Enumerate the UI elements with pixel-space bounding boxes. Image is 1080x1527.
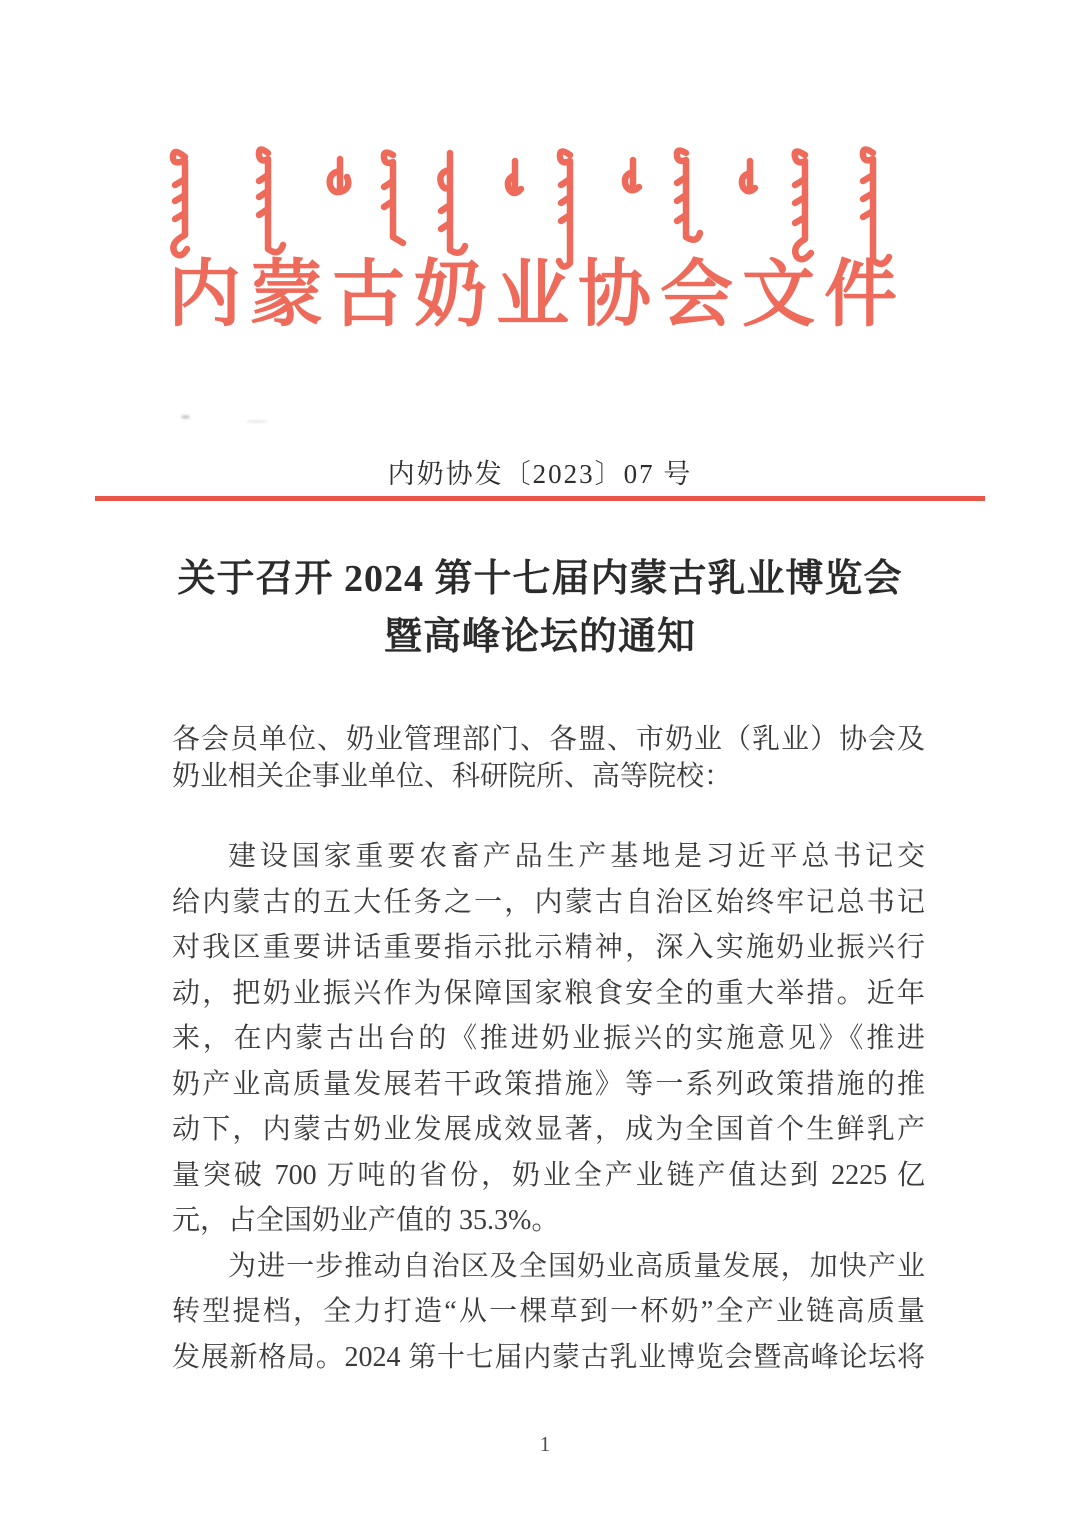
mongolian-word <box>173 152 187 255</box>
mongolian-word <box>677 151 700 240</box>
mongolian-word <box>742 161 755 191</box>
body-line: 转型提档，全力打造“从一棵草到一杯奶”全产业链高质量 <box>172 1296 925 1327</box>
body-line: 动，把奶业振兴作为保障国家粮食安全的重大举措。近年 <box>172 977 925 1009</box>
mongolian-word <box>259 149 283 252</box>
mongolian-word <box>559 151 570 266</box>
document-title <box>90 550 990 666</box>
mongolian-word <box>508 161 521 193</box>
doc-number: 内奶协发〔2023〕07 号 <box>387 459 693 489</box>
body-line: 来，在内蒙古出台的《推进奶业振兴的实施意见》《推进 <box>172 1023 925 1054</box>
mongolian-word <box>863 149 889 263</box>
scan-artifact <box>246 420 268 423</box>
body-line: 给内蒙古的五大任务之一，内蒙古自治区始终牢记总书记 <box>172 886 925 918</box>
body-line: 元，占全国奶业产值的 35.3%。 <box>172 1205 560 1236</box>
body-line: 量突破 700 万吨的省份，奶业全产业链产值达到 2225 亿 <box>172 1159 925 1191</box>
org-title: 内蒙古奶业协会文件 <box>168 254 906 335</box>
addressee-block <box>172 721 925 795</box>
body-line: 发展新格局。2024 第十七届内蒙古乳业博览会暨高峰论坛将 <box>172 1341 925 1373</box>
body-line: 动下，内蒙古奶业发展成效显著，成为全国首个生鲜乳产 <box>172 1114 925 1145</box>
body-line: 为进一步推动自治区及全国奶业高质量发展，加快产业 <box>228 1250 925 1282</box>
body-line: 对我区重要讲话重要指示批示精神，深入实施奶业振兴行 <box>172 932 925 963</box>
body-text-block <box>172 834 925 1380</box>
body-line: 奶产业高质量发展若干政策措施》等一系列政策措施的推 <box>172 1068 925 1100</box>
mongolian-word <box>330 159 349 192</box>
body-line: 建设国家重要农畜产品生产基地是习近平总书记交 <box>228 841 925 872</box>
document-title-line-2: 暨高峰论坛的通知 <box>383 616 696 658</box>
scan-artifact <box>181 415 190 419</box>
document-title-line-1: 关于召开 2024 第十七届内蒙古乳业博览会 <box>177 558 903 600</box>
mongolian-word <box>625 160 639 190</box>
addressee-line: 各会员单位、奶业管理部门、各盟、市奶业（乳业）协会及 <box>172 724 925 755</box>
page-number: 1 <box>539 1432 551 1456</box>
mongolian-word <box>795 151 811 259</box>
red-divider-line <box>95 496 985 501</box>
addressee-line: 奶业相关企事业单位、科研院所、高等院校： <box>172 761 733 792</box>
mongolian-word <box>440 153 465 253</box>
mongolian-word <box>384 153 403 243</box>
